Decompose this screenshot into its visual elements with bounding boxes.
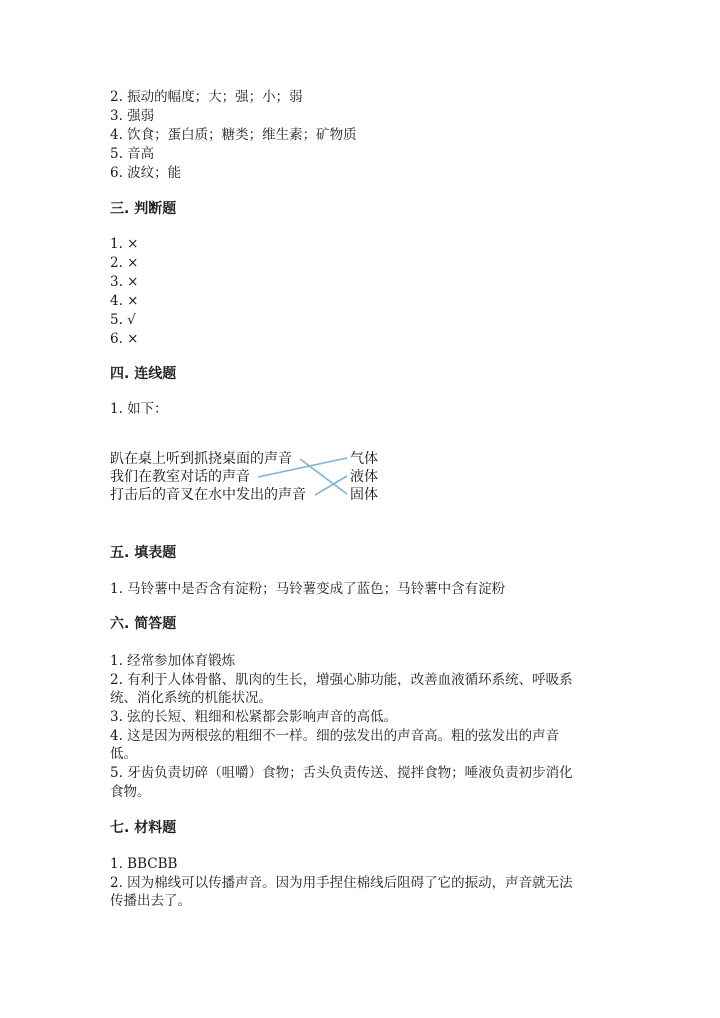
match-right-item: 气体 <box>350 451 378 467</box>
answer-line: 2. × <box>110 255 139 271</box>
answer-line: 1. 如下： <box>110 401 168 417</box>
match-left-item: 趴在桌上听到抓挠桌面的声音 <box>110 451 292 467</box>
match-right-item: 固体 <box>350 487 378 503</box>
section-heading-matching: 四. 连线题 <box>110 366 177 382</box>
answer-line: 低。 <box>110 746 137 762</box>
answer-line: 4. 这是因为两根弦的粗细不一样。细的弦发出的声音高。粗的弦发出的声音 <box>110 728 560 744</box>
answer-line: 6. 波纹；能 <box>110 165 182 181</box>
answer-line: 1. 马铃薯中是否含有淀粉；马铃薯变成了蓝色；马铃薯中含有淀粉 <box>110 581 506 597</box>
section-heading-material: 七. 材料题 <box>110 820 177 836</box>
answer-line: 1. × <box>110 236 139 252</box>
answer-line: 3. 强弱 <box>110 108 155 124</box>
answer-line: 6. × <box>110 331 139 347</box>
answer-line: 4. × <box>110 293 139 309</box>
match-line <box>315 476 347 495</box>
answer-line: 传播出去了。 <box>110 893 191 909</box>
match-left-item: 我们在教室对话的声音 <box>110 469 250 485</box>
answer-line: 2. 因为棉线可以传播声音。因为用手捏住棉线后阻碍了它的振动，声音就无法 <box>110 875 573 891</box>
section-heading-short-answer: 六. 简答题 <box>110 616 177 632</box>
answer-line: 1. 经常参加体育锻炼 <box>110 653 236 669</box>
match-right-item: 液体 <box>350 469 378 485</box>
answer-line: 3. 弦的长短、粗细和松紧都会影响声音的高低。 <box>110 709 398 725</box>
matching-diagram <box>110 446 400 510</box>
answer-line: 统、消化系统的机能状况。 <box>110 690 272 706</box>
answer-line: 5. √ <box>110 312 136 328</box>
answer-line: 2. 振动的幅度；大；强；小；弱 <box>110 89 303 105</box>
match-line <box>300 459 347 494</box>
section-heading-table: 五. 填表题 <box>110 545 177 561</box>
answer-line: 食物。 <box>110 784 151 800</box>
answer-line: 1. BBCBB <box>110 856 178 872</box>
answer-line: 3. × <box>110 274 139 290</box>
answer-line: 5. 牙齿负责切碎（咀嚼）食物；舌头负责传送、搅拌食物；唾液负责初步消化 <box>110 765 573 781</box>
answer-line: 2. 有利于人体骨骼、肌肉的生长，增强心肺功能，改善血液循环系统、呼吸系 <box>110 672 573 688</box>
section-heading-judgment: 三. 判断题 <box>110 201 177 217</box>
answer-line: 4. 饮食；蛋白质；糖类；维生素；矿物质 <box>110 127 357 143</box>
match-left-item: 打击后的音叉在水中发出的声音 <box>110 487 306 503</box>
answer-line: 5. 音高 <box>110 146 155 162</box>
